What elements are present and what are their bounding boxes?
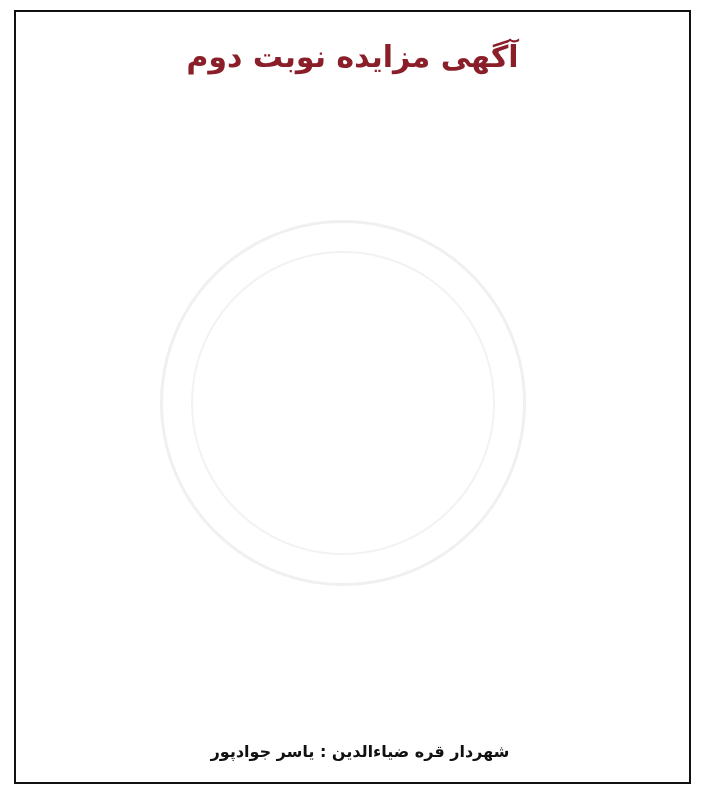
notice-title: آگهی مزایده نوبت دوم [186,40,519,75]
signature: شهردار قره ضیاءالدین : یاسر جوادپور [210,742,510,761]
watermark-seal [160,220,526,586]
